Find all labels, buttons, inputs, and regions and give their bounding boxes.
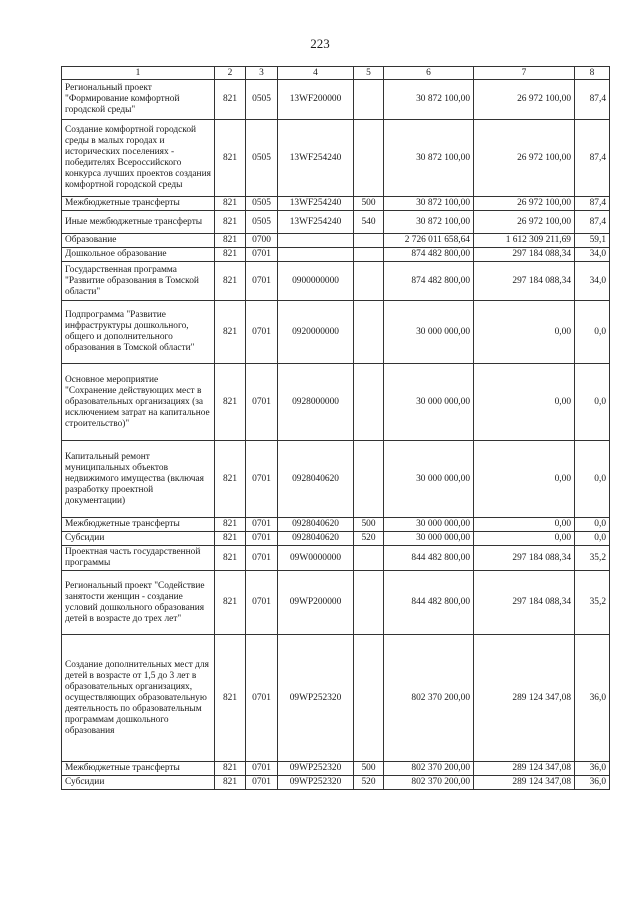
admin-code-cell: 821: [215, 211, 246, 234]
expense-type-cell: [354, 248, 384, 262]
item-name-cell: Капитальный ремонт муниципальных объектов недвижимого имущества (включая разработку проектной документации): [62, 441, 215, 518]
executed-amount-cell: 297 184 088,34: [474, 262, 575, 301]
percent-cell: 0,0: [575, 518, 610, 532]
section-code-cell: 0701: [246, 441, 278, 518]
target-code-cell: 0928040620: [278, 532, 354, 546]
executed-amount-cell: 297 184 088,34: [474, 571, 575, 635]
target-code-cell: 09W0000000: [278, 546, 354, 571]
table-row: [62, 262, 610, 301]
target-code-cell: 13WF200000: [278, 80, 354, 120]
percent-cell: 0,0: [575, 364, 610, 441]
expense-type-cell: [354, 234, 384, 248]
item-name-cell: Подпрограмма "Развитие инфраструктуры дошкольного, общего и дополнительного образования в Томской области": [62, 301, 215, 364]
item-name-cell: Иные межбюджетные трансферты: [62, 211, 215, 234]
admin-code-cell: 821: [215, 441, 246, 518]
percent-cell: 0,0: [575, 301, 610, 364]
executed-amount-cell: 26 972 100,00: [474, 120, 575, 197]
percent-cell: 87,4: [575, 80, 610, 120]
section-code-cell: 0700: [246, 234, 278, 248]
table-row: [62, 546, 610, 571]
section-code-cell: 0505: [246, 211, 278, 234]
table-row: [62, 776, 610, 790]
section-code-cell: 0701: [246, 364, 278, 441]
target-code-cell: 0928040620: [278, 441, 354, 518]
expense-type-cell: 500: [354, 197, 384, 211]
item-name-cell: Межбюджетные трансферты: [62, 197, 215, 211]
table-header-row: [62, 67, 610, 80]
planned-amount-cell: 874 482 800,00: [384, 262, 474, 301]
expense-type-cell: 520: [354, 532, 384, 546]
admin-code-cell: 821: [215, 635, 246, 762]
planned-amount-cell: 30 000 000,00: [384, 518, 474, 532]
executed-amount-cell: 1 612 309 211,69: [474, 234, 575, 248]
section-code-cell: 0701: [246, 571, 278, 635]
planned-amount-cell: 30 872 100,00: [384, 80, 474, 120]
table-row: [62, 80, 610, 120]
section-code-cell: 0701: [246, 248, 278, 262]
percent-cell: 87,4: [575, 197, 610, 211]
table-row: [62, 762, 610, 776]
column-header: 7: [474, 67, 575, 80]
item-name-cell: Образование: [62, 234, 215, 248]
target-code-cell: 09WP252320: [278, 762, 354, 776]
executed-amount-cell: 0,00: [474, 518, 575, 532]
planned-amount-cell: 30 000 000,00: [384, 441, 474, 518]
target-code-cell: 13WF254240: [278, 120, 354, 197]
executed-amount-cell: 297 184 088,34: [474, 248, 575, 262]
planned-amount-cell: 802 370 200,00: [384, 635, 474, 762]
column-header: 4: [278, 67, 354, 80]
expense-type-cell: [354, 301, 384, 364]
page-number: 223: [310, 36, 330, 51]
budget-table: [61, 66, 610, 790]
section-code-cell: 0701: [246, 301, 278, 364]
percent-cell: 59,1: [575, 234, 610, 248]
expense-type-cell: 500: [354, 518, 384, 532]
planned-amount-cell: 30 000 000,00: [384, 364, 474, 441]
percent-cell: 34,0: [575, 262, 610, 301]
executed-amount-cell: 26 972 100,00: [474, 211, 575, 234]
item-name-cell: Государственная программа "Развитие образования в Томской области": [62, 262, 215, 301]
target-code-cell: 0928040620: [278, 518, 354, 532]
item-name-cell: Основное мероприятие "Сохранение действующих мест в образовательных организациях (за исключением затрат на капитальное строительство)": [62, 364, 215, 441]
target-code-cell: [278, 234, 354, 248]
column-header: 5: [354, 67, 384, 80]
admin-code-cell: 821: [215, 80, 246, 120]
admin-code-cell: 821: [215, 262, 246, 301]
section-code-cell: 0701: [246, 532, 278, 546]
planned-amount-cell: 844 482 800,00: [384, 571, 474, 635]
planned-amount-cell: 30 872 100,00: [384, 120, 474, 197]
admin-code-cell: 821: [215, 248, 246, 262]
percent-cell: 87,4: [575, 120, 610, 197]
column-header: 8: [575, 67, 610, 80]
expense-type-cell: [354, 80, 384, 120]
section-code-cell: 0701: [246, 262, 278, 301]
target-code-cell: 09WP252320: [278, 776, 354, 790]
admin-code-cell: 821: [215, 762, 246, 776]
executed-amount-cell: 289 124 347,08: [474, 762, 575, 776]
planned-amount-cell: 802 370 200,00: [384, 762, 474, 776]
item-name-cell: Региональный проект "Содействие занятости женщин - создание условий дошкольного образования детей в возрасте до трех лет": [62, 571, 215, 635]
executed-amount-cell: 26 972 100,00: [474, 80, 575, 120]
executed-amount-cell: 0,00: [474, 364, 575, 441]
planned-amount-cell: 874 482 800,00: [384, 248, 474, 262]
expense-type-cell: 500: [354, 762, 384, 776]
section-code-cell: 0701: [246, 546, 278, 571]
table-row: [62, 248, 610, 262]
table-row: [62, 532, 610, 546]
item-name-cell: Субсидии: [62, 532, 215, 546]
percent-cell: 34,0: [575, 248, 610, 262]
table-row: [62, 234, 610, 248]
executed-amount-cell: 297 184 088,34: [474, 546, 575, 571]
executed-amount-cell: 0,00: [474, 441, 575, 518]
expense-type-cell: [354, 364, 384, 441]
target-code-cell: 13WF254240: [278, 211, 354, 234]
column-header: 3: [246, 67, 278, 80]
section-code-cell: 0701: [246, 518, 278, 532]
admin-code-cell: 821: [215, 546, 246, 571]
section-code-cell: 0505: [246, 197, 278, 211]
section-code-cell: 0505: [246, 120, 278, 197]
percent-cell: 0,0: [575, 532, 610, 546]
target-code-cell: 0920000000: [278, 301, 354, 364]
planned-amount-cell: 2 726 011 658,64: [384, 234, 474, 248]
expense-type-cell: [354, 571, 384, 635]
percent-cell: 87,4: [575, 211, 610, 234]
target-code-cell: [278, 248, 354, 262]
expense-type-cell: 520: [354, 776, 384, 790]
planned-amount-cell: 802 370 200,00: [384, 776, 474, 790]
percent-cell: 36,0: [575, 762, 610, 776]
item-name-cell: Создание дополнительных мест для детей в возрасте от 1,5 до 3 лет в образовательных организациях, осуществляющих образовательную деятельность по образовательным программам дошкольного образования: [62, 635, 215, 762]
column-header: 1: [62, 67, 215, 80]
percent-cell: 35,2: [575, 546, 610, 571]
executed-amount-cell: 26 972 100,00: [474, 197, 575, 211]
item-name-cell: Субсидии: [62, 776, 215, 790]
executed-amount-cell: 289 124 347,08: [474, 635, 575, 762]
percent-cell: 0,0: [575, 441, 610, 518]
section-code-cell: 0505: [246, 80, 278, 120]
planned-amount-cell: 30 872 100,00: [384, 211, 474, 234]
target-code-cell: 13WF254240: [278, 197, 354, 211]
admin-code-cell: 821: [215, 571, 246, 635]
executed-amount-cell: 289 124 347,08: [474, 776, 575, 790]
item-name-cell: Проектная часть государственной программы: [62, 546, 215, 571]
admin-code-cell: 821: [215, 532, 246, 546]
expense-type-cell: 540: [354, 211, 384, 234]
item-name-cell: Создание комфортной городской среды в малых городах и исторических поселениях - победителях Всероссийского конкурса лучших проектов создания комфортной городской среды: [62, 120, 215, 197]
planned-amount-cell: 844 482 800,00: [384, 546, 474, 571]
planned-amount-cell: 30 000 000,00: [384, 301, 474, 364]
target-code-cell: 09WP252320: [278, 635, 354, 762]
planned-amount-cell: 30 872 100,00: [384, 197, 474, 211]
section-code-cell: 0701: [246, 762, 278, 776]
executed-amount-cell: 0,00: [474, 301, 575, 364]
expense-type-cell: [354, 635, 384, 762]
column-header: 6: [384, 67, 474, 80]
item-name-cell: Дошкольное образование: [62, 248, 215, 262]
table-row: [62, 301, 610, 364]
target-code-cell: 0928000000: [278, 364, 354, 441]
expense-type-cell: [354, 120, 384, 197]
admin-code-cell: 821: [215, 518, 246, 532]
column-header: 2: [215, 67, 246, 80]
target-code-cell: 0900000000: [278, 262, 354, 301]
table-row: [62, 211, 610, 234]
executed-amount-cell: 0,00: [474, 532, 575, 546]
table-body: [62, 80, 610, 790]
admin-code-cell: 821: [215, 120, 246, 197]
table-row: [62, 571, 610, 635]
table-row: [62, 441, 610, 518]
admin-code-cell: 821: [215, 234, 246, 248]
admin-code-cell: 821: [215, 301, 246, 364]
expense-type-cell: [354, 546, 384, 571]
percent-cell: 35,2: [575, 571, 610, 635]
target-code-cell: 09WP200000: [278, 571, 354, 635]
section-code-cell: 0701: [246, 635, 278, 762]
percent-cell: 36,0: [575, 776, 610, 790]
admin-code-cell: 821: [215, 364, 246, 441]
section-code-cell: 0701: [246, 776, 278, 790]
item-name-cell: Региональный проект "Формирование комфортной городской среды": [62, 80, 215, 120]
table-row: [62, 518, 610, 532]
item-name-cell: Межбюджетные трансферты: [62, 762, 215, 776]
item-name-cell: Межбюджетные трансферты: [62, 518, 215, 532]
table-row: [62, 197, 610, 211]
planned-amount-cell: 30 000 000,00: [384, 532, 474, 546]
expense-type-cell: [354, 262, 384, 301]
table-row: [62, 635, 610, 762]
table-row: [62, 120, 610, 197]
percent-cell: 36,0: [575, 635, 610, 762]
admin-code-cell: 821: [215, 197, 246, 211]
admin-code-cell: 821: [215, 776, 246, 790]
table-row: [62, 364, 610, 441]
expense-type-cell: [354, 441, 384, 518]
